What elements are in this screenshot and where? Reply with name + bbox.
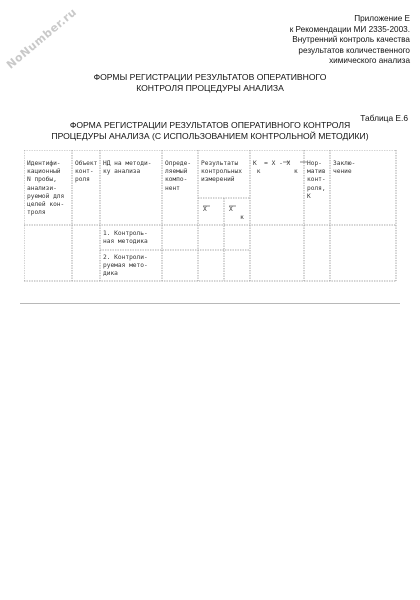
watermark: NoNumber.ru [4,5,80,72]
appendix-line: химического анализа [329,56,410,65]
method-control: 1. Контроль- ная методика [103,230,148,246]
registration-table [24,150,408,280]
appendix-line: результатов количественного [298,45,410,55]
header-results: Результаты контрольных измерений [201,160,242,184]
header-nd: НД на методи- ку анализа [103,160,152,176]
appendix-line: Приложение Е [354,14,410,23]
section-title [0,72,420,93]
section-title-line: КОНТРОЛЯ ПРОЦЕДУРЫ АНАЛИЗА [136,82,284,93]
header-norm: Нор- матив конт- роля, К [307,160,326,200]
form-title-line: ФОРМА РЕГИСТРАЦИИ РЕЗУЛЬТАТОВ ОПЕРАТИВНОГО КОНТРОЛЯ [69,120,351,130]
form-title [0,120,420,141]
page-divider [20,303,400,304]
header-kk-formula: К = X - X к к [253,160,298,176]
header-xbar-k: X к [229,206,244,222]
form-title-line: ПРОЦЕДУРЫ АНАЛИЗА (С ИСПОЛЬЗОВАНИЕМ КОНТРОЛЬНОЙ МЕТОДИКИ) [51,130,369,141]
header-conclusion: Заклю- чение [333,160,356,176]
header-analyte: Опреде- ляемый компо- нент [165,160,192,192]
header-xbar: X [203,206,207,213]
appendix-line: Внутренний контроль качества [292,35,410,44]
appendix-reference [290,14,410,67]
section-title-line: ФОРМЫ РЕГИСТРАЦИИ РЕЗУЛЬТАТОВ ОПЕРАТИВНОГО [93,72,327,82]
appendix-line: к Рекомендации МИ 2335-2003. [289,24,410,34]
table-number: Таблица Е.6 [360,113,408,123]
header-identifier: Идентифи- кационный N пробы, анализи- руемой для целей кон- троля [27,160,65,217]
header-object: Объект конт- роля [75,160,98,184]
method-controlled: 2. Контроли- руемая мето- дика [103,254,148,278]
